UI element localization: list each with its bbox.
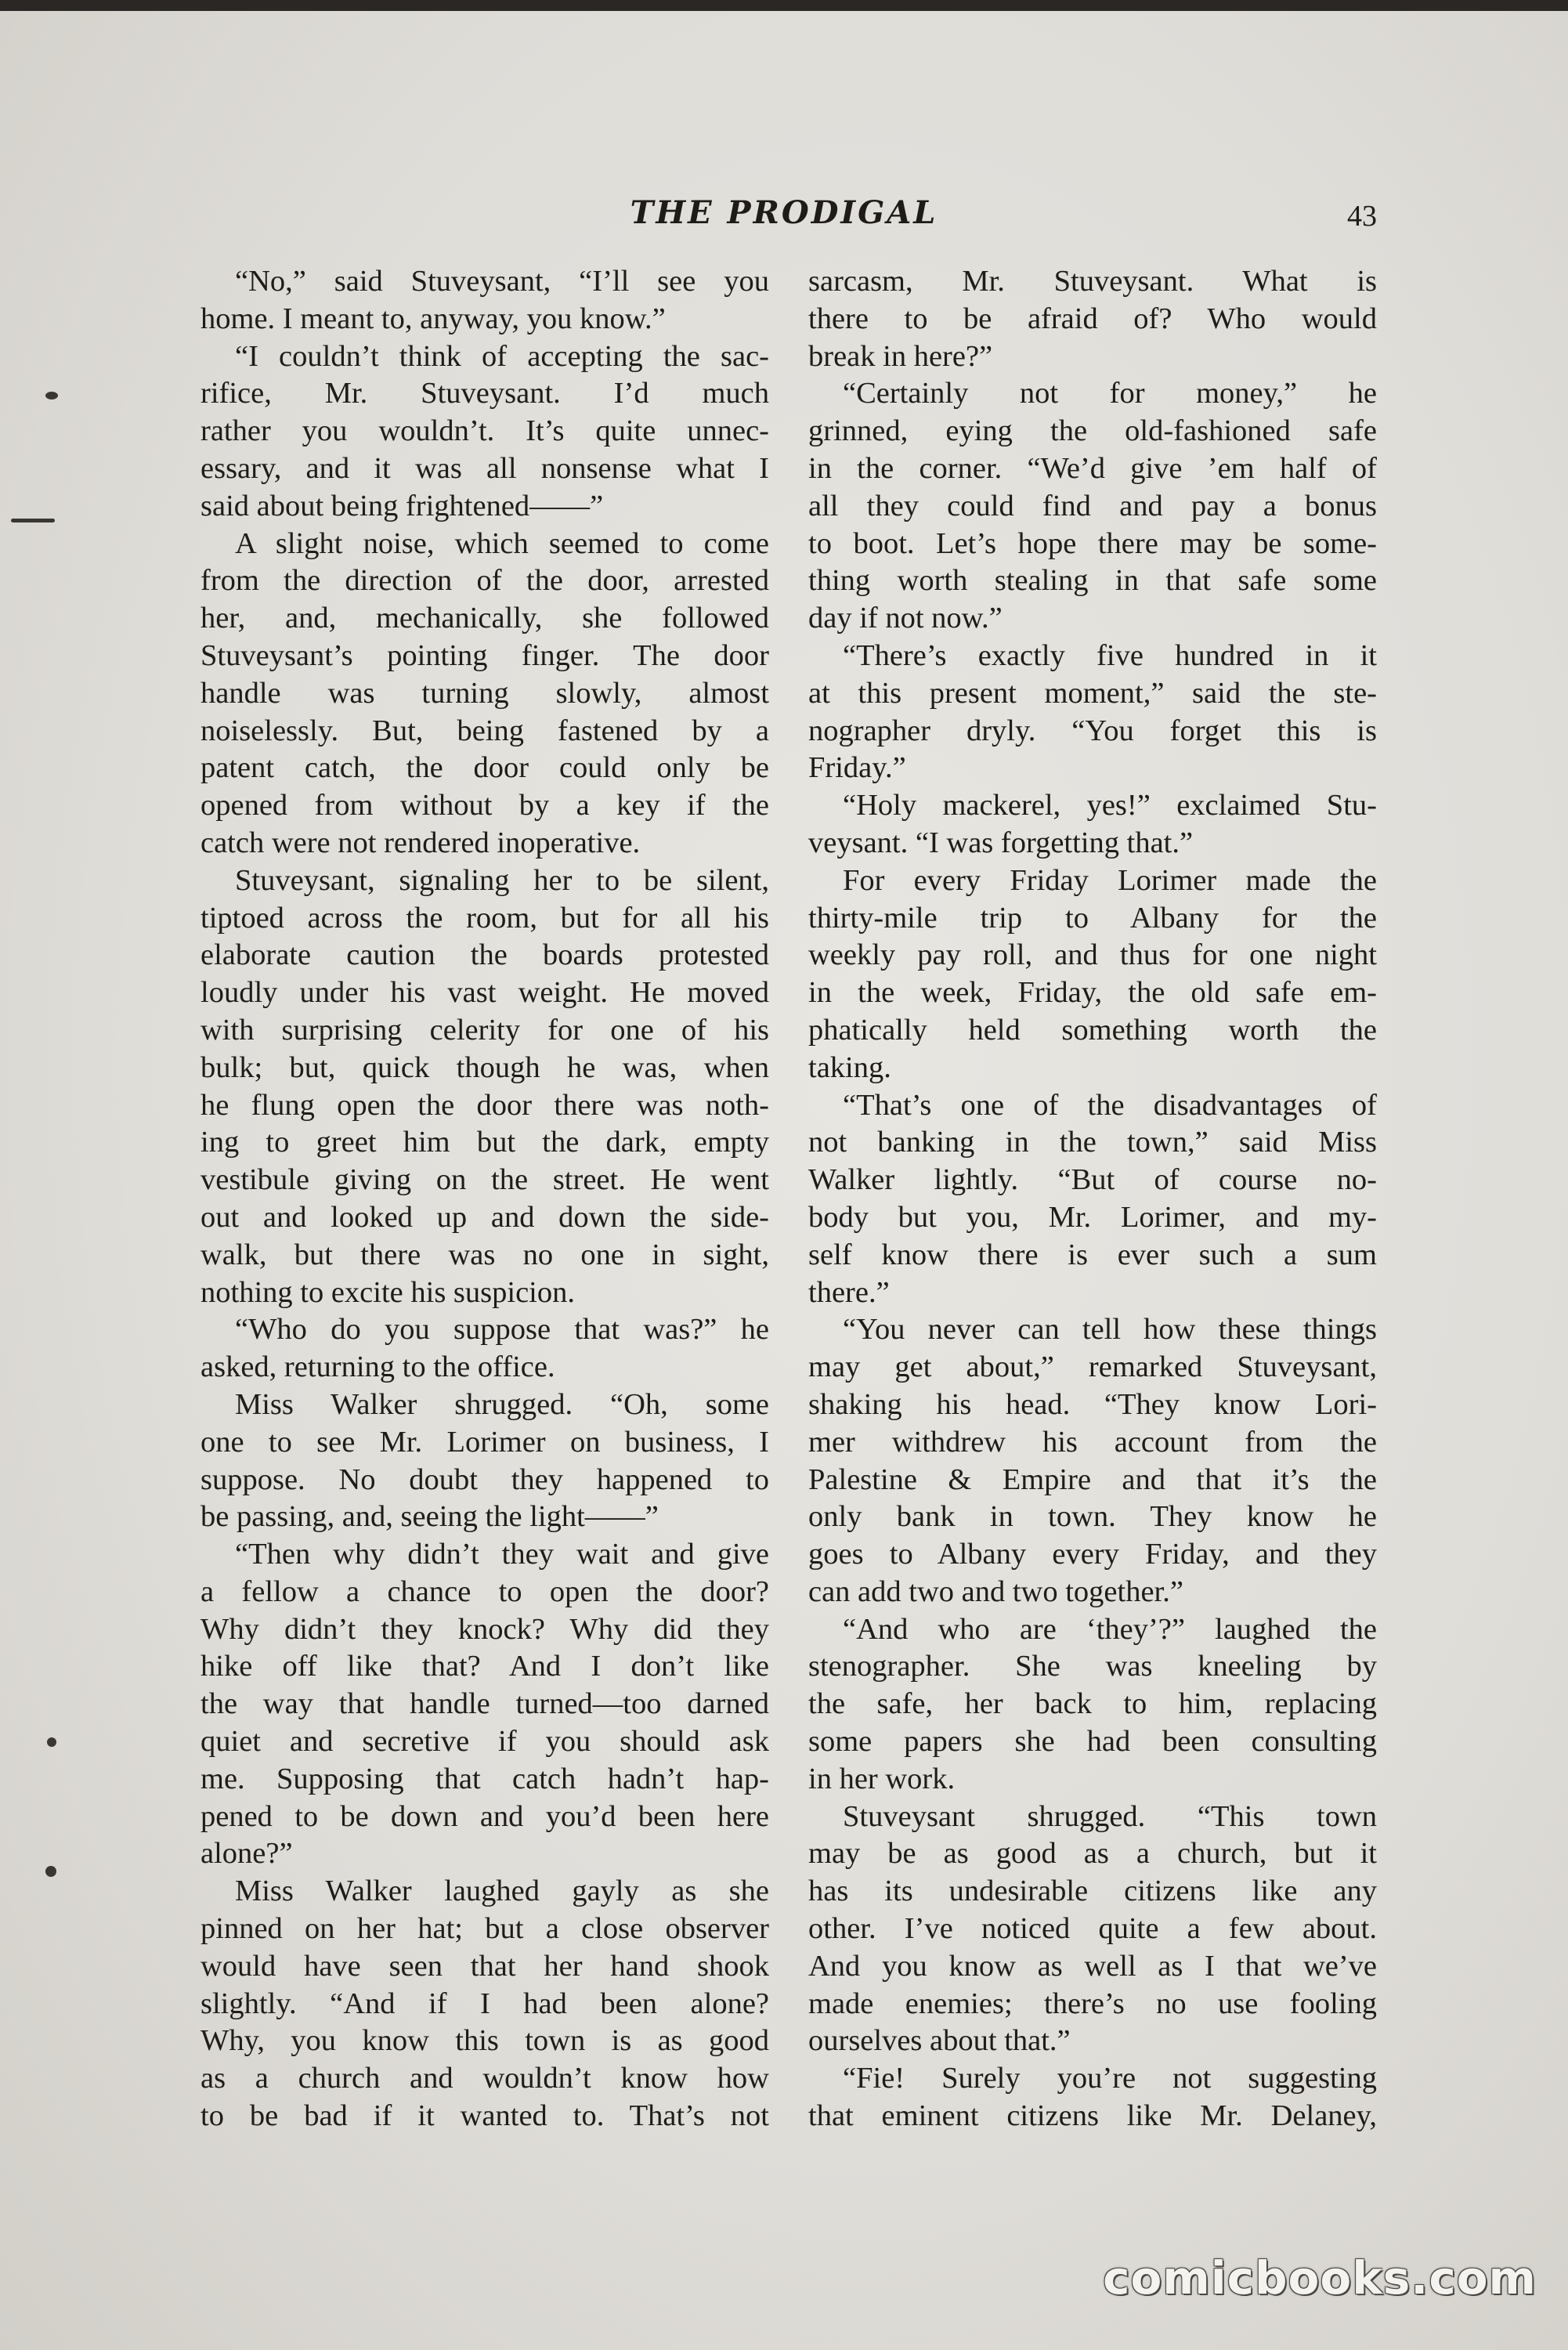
text-line: taking. [808, 1050, 891, 1084]
text-line: from the direction of the door, arrested [201, 564, 769, 598]
text-line: in her work. [808, 1762, 956, 1795]
text-line: would have seen that her hand shook [201, 1949, 769, 1983]
binding-hole-mark [11, 519, 55, 522]
text-line: stenographer. She was kneeling by [808, 1650, 1377, 1683]
text-line: made enemies; there’s no use fooling [808, 1987, 1377, 2020]
text-line: quiet and secretive if you should ask [201, 1725, 769, 1759]
page-top-edge [0, 0, 1568, 11]
text-line: to boot. Let’s hope there may be some- [808, 526, 1377, 560]
text-line: that eminent citizens like Mr. Delaney, [808, 2099, 1377, 2133]
text-line: the way that handle turned—too darned [201, 1687, 769, 1721]
text-line: loudly under his vast weight. He moved [201, 976, 769, 1010]
text-line: “That’s one of the disadvantages of [843, 1088, 1377, 1122]
text-line: ing to greet him but the dark, empty [201, 1126, 769, 1159]
text-line: to be bad if it wanted to. That’s not [201, 2099, 769, 2133]
text-line: has its undesirable citizens like any [808, 1875, 1377, 1908]
text-line: shaking his head. “They know Lori- [808, 1387, 1377, 1421]
text-line: Walker lightly. “But of course no- [808, 1163, 1377, 1197]
text-line: And you know as well as I that we’ve [808, 1949, 1377, 1983]
text-line: Miss Walker shrugged. “Oh, some [235, 1387, 769, 1421]
text-line: may get about,” remarked Stuveysant, [808, 1350, 1377, 1384]
text-line: only bank in town. They know he [808, 1500, 1377, 1534]
text-line: handle was turning slowly, almost [201, 676, 769, 710]
text-line: rifice, Mr. Stuveysant. I’d much [201, 377, 769, 410]
text-line: be passing, and, seeing the light——” [201, 1500, 659, 1534]
text-line: “Certainly not for money,” he [843, 377, 1377, 410]
binding-hole-mark [47, 1737, 56, 1747]
left-text-column [201, 263, 769, 2135]
text-line: with surprising celerity for one of his [201, 1013, 769, 1047]
text-line: may be as good as a church, but it [808, 1837, 1377, 1871]
text-line: Stuveysant’s pointing finger. The door [201, 638, 769, 672]
text-line: essary, and it was all nonsense what I [201, 451, 769, 485]
text-line: home. I meant to, anyway, you know.” [201, 302, 666, 335]
text-line: “No,” said Stuveysant, “I’ll see you [235, 265, 769, 298]
text-line: elaborate caution the boards protested [201, 938, 769, 972]
text-line: nographer dryly. “You forget this is [808, 714, 1377, 747]
text-line: bulk; but, quick though he was, when [201, 1050, 769, 1084]
text-line: as a church and wouldn’t know how [201, 2062, 769, 2095]
text-line: day if not now.” [808, 602, 1003, 635]
text-line: weekly pay roll, and thus for one night [808, 938, 1377, 972]
site-watermark: comicbooks.com [1103, 2251, 1537, 2305]
text-line: one to see Mr. Lorimer on business, I [201, 1425, 769, 1459]
text-line: Stuveysant shrugged. “This town [843, 1799, 1377, 1833]
text-line: walk, but there was no one in sight, [201, 1238, 769, 1271]
text-line: her, and, mechanically, she followed [201, 602, 769, 635]
text-line: other. I’ve noticed quite a few about. [808, 1912, 1377, 1946]
text-line: there to be afraid of? Who would [808, 302, 1377, 335]
text-line: tiptoed across the room, but for all his [201, 901, 769, 935]
text-line: Palestine & Empire and that it’s the [808, 1462, 1377, 1496]
page-header [0, 194, 1568, 241]
text-line: self know there is ever such a sum [808, 1238, 1377, 1271]
text-line: “I couldn’t think of accepting the sac- [235, 339, 769, 373]
text-line: Why didn’t they knock? Why did they [201, 1612, 769, 1646]
text-line: a fellow a chance to open the door? [201, 1574, 769, 1608]
text-line: can add two and two together.” [808, 1574, 1183, 1608]
text-line: Miss Walker laughed gayly as she [235, 1875, 769, 1908]
text-line: the safe, her back to him, replacing [808, 1687, 1377, 1721]
text-line: “And who are ‘they’?” laughed the [843, 1612, 1377, 1646]
text-line: at this present moment,” said the ste- [808, 676, 1377, 710]
text-line: out and looked up and down the side- [201, 1200, 769, 1234]
text-line: thirty-mile trip to Albany for the [808, 901, 1377, 935]
text-line: A slight noise, which seemed to come [235, 526, 769, 560]
text-line: Why, you know this town is as good [201, 2024, 769, 2058]
text-line: some papers she had been consulting [808, 1725, 1377, 1759]
text-line: nothing to excite his suspicion. [201, 1275, 575, 1309]
text-line: suppose. No doubt they happened to [201, 1462, 769, 1496]
text-line: opened from without by a key if the [201, 789, 769, 822]
text-line: phatically held something worth the [808, 1013, 1377, 1047]
binding-hole-mark [45, 392, 58, 400]
text-line: mer withdrew his account from the [808, 1425, 1377, 1459]
text-line: in the corner. “We’d give ’em half of [808, 451, 1377, 485]
text-line: sarcasm, Mr. Stuveysant. What is [808, 265, 1377, 298]
text-line: me. Supposing that catch hadn’t hap- [201, 1762, 769, 1795]
text-line: patent catch, the door could only be [201, 751, 769, 785]
text-line: said about being frightened——” [201, 489, 604, 522]
text-line: alone?” [201, 1837, 293, 1871]
text-line: asked, returning to the office. [201, 1350, 555, 1384]
text-line: ourselves about that.” [808, 2024, 1071, 2058]
text-line: pinned on her hat; but a close observer [201, 1912, 769, 1946]
running-title: THE PRODIGAL [630, 194, 938, 231]
text-line: pened to be down and you’d been here [201, 1799, 769, 1833]
text-line: “Holy mackerel, yes!” exclaimed Stu- [843, 789, 1377, 822]
text-line: vestibule giving on the street. He went [201, 1163, 769, 1197]
text-line: body but you, Mr. Lorimer, and my- [808, 1200, 1377, 1234]
text-line: Stuveysant, signaling her to be silent, [235, 863, 769, 897]
text-line: not banking in the town,” said Miss [808, 1126, 1377, 1159]
text-line: hike off like that? And I don’t like [201, 1650, 769, 1683]
text-line: “There’s exactly five hundred in it [843, 638, 1377, 672]
text-line: goes to Albany every Friday, and they [808, 1538, 1377, 1571]
right-text-column [808, 263, 1377, 2135]
text-line: there.” [808, 1275, 890, 1309]
text-line: Friday.” [808, 751, 906, 785]
text-line: noiselessly. But, being fastened by a [201, 714, 769, 747]
text-line: veysant. “I was forgetting that.” [808, 826, 1194, 859]
text-line: rather you wouldn’t. It’s quite unnec- [201, 414, 769, 448]
text-line: grinned, eying the old-fashioned safe [808, 414, 1377, 448]
text-line: all they could find and pay a bonus [808, 489, 1377, 522]
page-number: 43 [1347, 200, 1377, 233]
text-line: For every Friday Lorimer made the [843, 863, 1377, 897]
text-line: catch were not rendered inoperative. [201, 826, 641, 859]
text-line: “You never can tell how these things [843, 1313, 1377, 1347]
binding-hole-mark [45, 1866, 56, 1877]
text-line: thing worth stealing in that safe some [808, 564, 1377, 598]
text-line: slightly. “And if I had been alone? [201, 1987, 769, 2020]
text-line: break in here?” [808, 339, 993, 373]
text-line: “Who do you suppose that was?” he [235, 1313, 769, 1347]
text-line: in the week, Friday, the old safe em- [808, 976, 1377, 1010]
text-line: “Then why didn’t they wait and give [235, 1538, 769, 1571]
text-line: “Fie! Surely you’re not suggesting [843, 2062, 1377, 2095]
text-line: he flung open the door there was noth- [201, 1088, 769, 1122]
